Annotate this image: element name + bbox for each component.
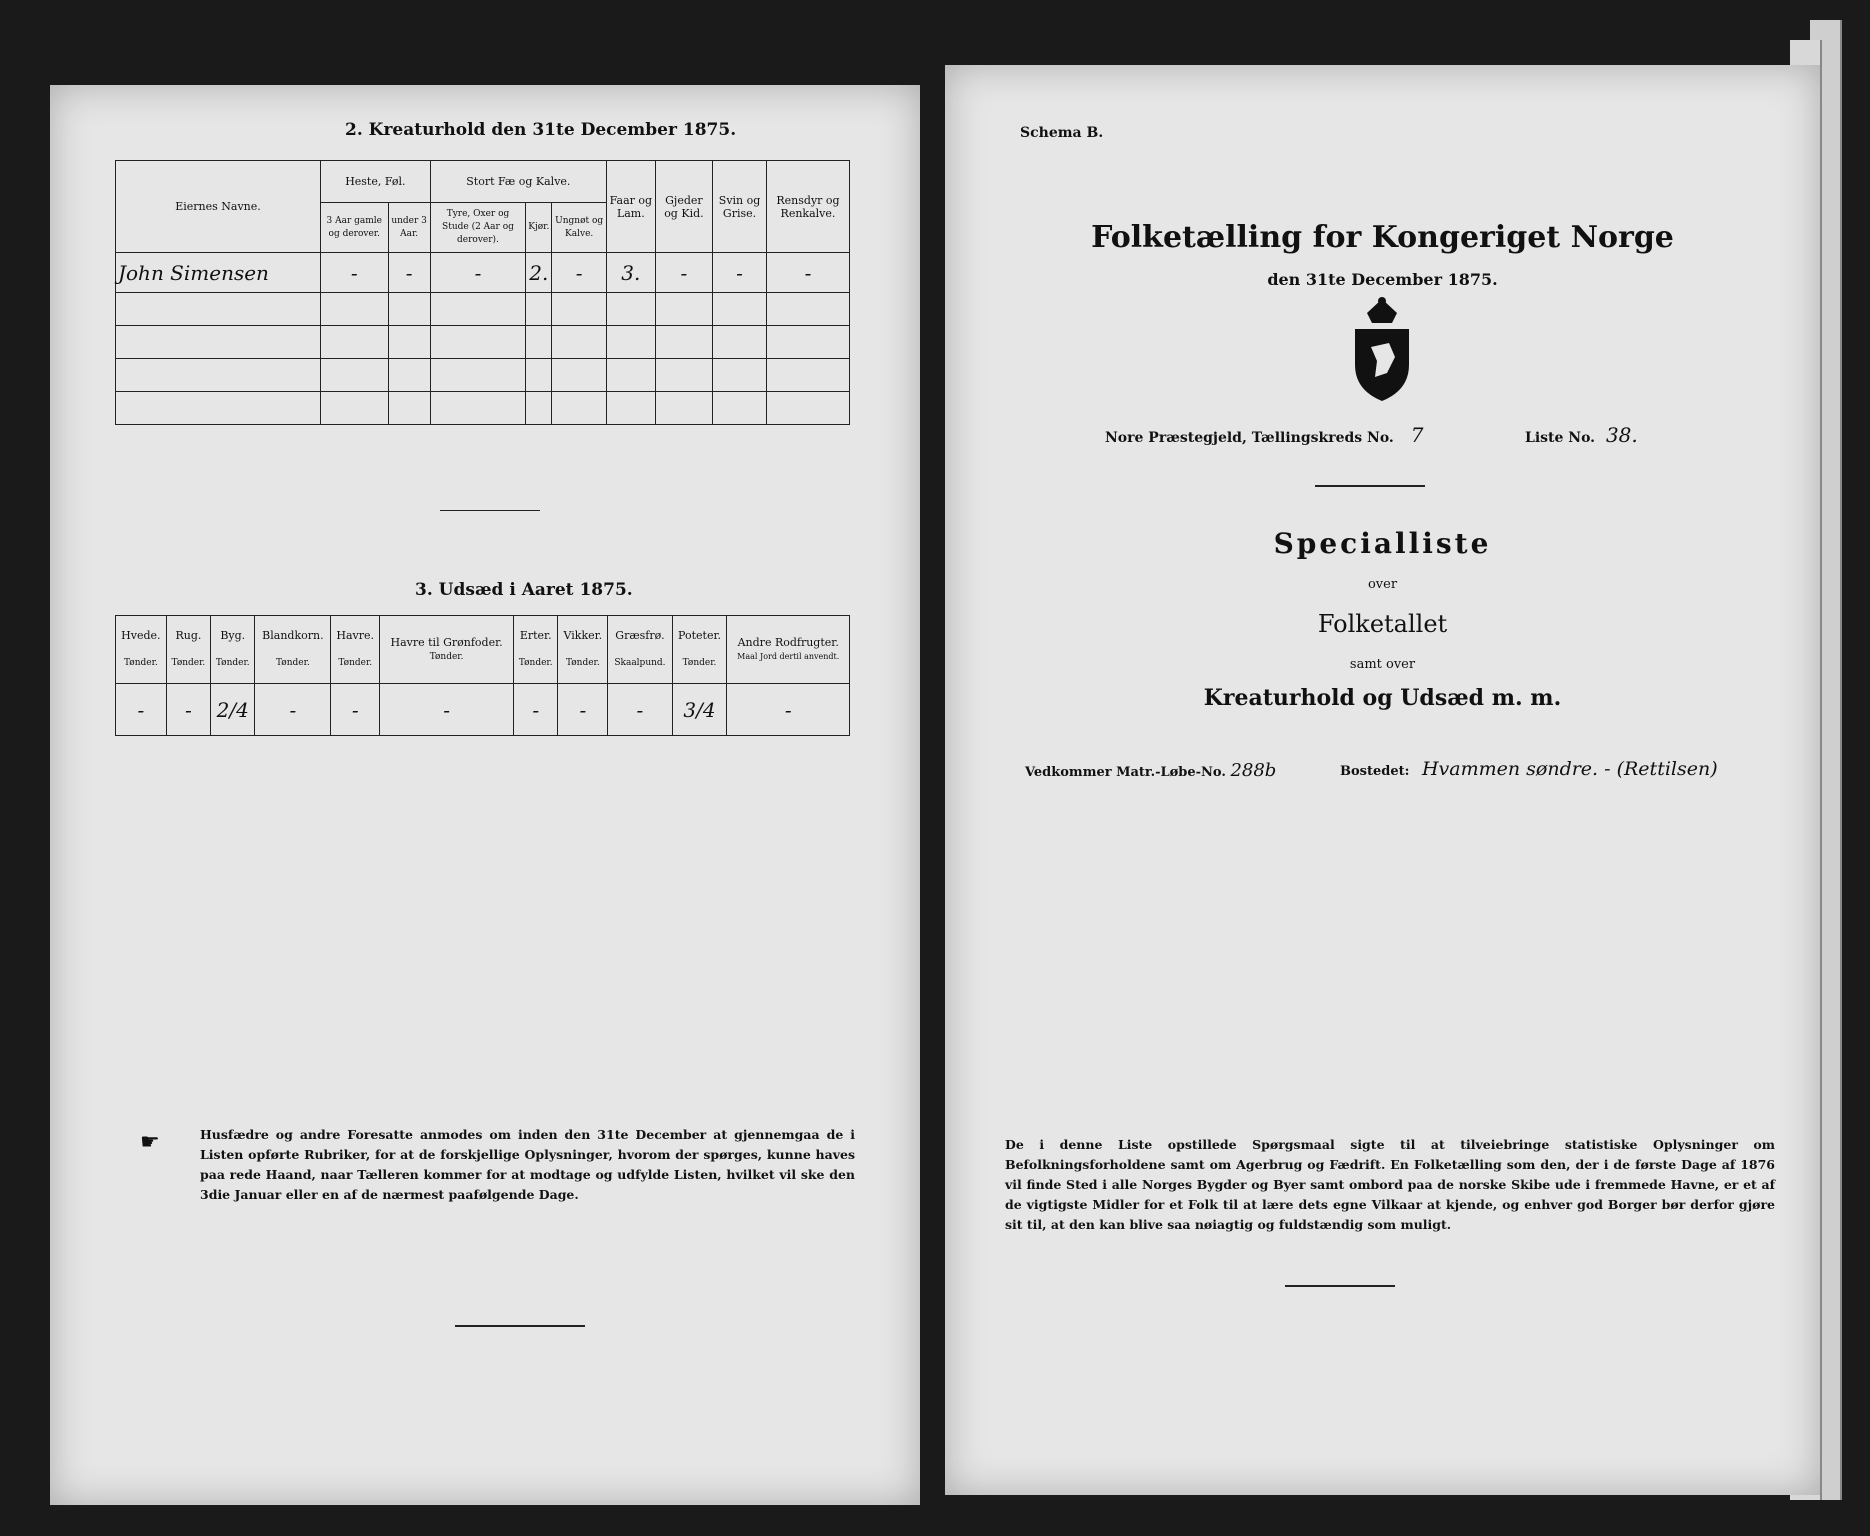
table-row	[116, 392, 850, 425]
cell: 3/4	[672, 684, 727, 736]
over-text: over	[1367, 577, 1398, 592]
cell: -	[321, 253, 389, 293]
cell: -	[116, 684, 167, 736]
col-blandkorn: Blandkorn. Tønder.	[255, 616, 331, 684]
district-label: Nore Præstegjeld, Tællingskreds No.	[1105, 430, 1394, 446]
group-cattle: Stort Fæ og Kalve.	[430, 161, 606, 203]
district-number: 7	[1410, 423, 1424, 447]
list-number: 38.	[1605, 423, 1638, 447]
cell: -	[608, 684, 672, 736]
cell: -	[166, 684, 210, 736]
samt-over-text: samt over	[1349, 657, 1416, 672]
col-rug: Rug. Tønder.	[166, 616, 210, 684]
table-row	[116, 326, 850, 359]
sowing-table	[115, 615, 850, 736]
divider	[455, 1325, 585, 1327]
list-label: Liste No.	[1525, 430, 1596, 446]
divider	[1285, 1285, 1395, 1287]
col-hvede: Hvede. Tønder.	[116, 616, 167, 684]
col-havre: Havre. Tønder.	[331, 616, 380, 684]
owner-name: John Simensen	[116, 253, 321, 293]
cell: -	[713, 253, 767, 293]
cell: 2/4	[211, 684, 255, 736]
col-andre-rodfrugter: Andre Rodfrugter. Maal Jord dertil anvendt.	[727, 616, 850, 684]
matr-label: Vedkommer Matr.-Løbe-No.	[1025, 765, 1226, 780]
col-pigs: Svin og Grise.	[713, 161, 767, 253]
cell: -	[558, 684, 608, 736]
col-graesfro: Græsfrø. Skaalpund.	[608, 616, 672, 684]
district-line	[1105, 423, 1423, 447]
cell: -	[331, 684, 380, 736]
col-reindeer: Rensdyr og Renkalve.	[766, 161, 849, 253]
folketallet-heading: Folketallet	[1317, 610, 1448, 638]
bosted-label: Bostedet:	[1340, 764, 1410, 779]
main-title: Folketælling for Kongeriget Norge	[1091, 220, 1674, 255]
left-page	[50, 85, 920, 1505]
col-poteter: Poteter. Tønder.	[672, 616, 727, 684]
cell: -	[380, 684, 514, 736]
col-vikker: Vikker. Tønder.	[558, 616, 608, 684]
cell: 3.	[606, 253, 655, 293]
matr-line	[1025, 760, 1276, 781]
col-erter: Erter. Tønder.	[514, 616, 558, 684]
bosted-line	[1340, 758, 1718, 780]
cell: -	[766, 253, 849, 293]
divider	[440, 510, 540, 511]
kreaturhold-heading: Kreaturhold og Udsæd m. m.	[1203, 685, 1562, 711]
cell: -	[430, 253, 526, 293]
census-date: den 31te December 1875.	[1267, 270, 1498, 289]
livestock-table	[115, 160, 850, 425]
matr-number: 288b	[1230, 760, 1277, 781]
specialliste-heading: Specialliste	[1273, 527, 1492, 560]
cell: -	[727, 684, 850, 736]
col-young-cattle: Ungnøt og Kalve.	[552, 203, 607, 253]
section3-title: 3. Udsæd i Aaret 1875.	[415, 580, 633, 600]
col-cows: Kjør.	[526, 203, 552, 253]
cell: -	[655, 253, 712, 293]
col-sheep: Faar og Lam.	[606, 161, 655, 253]
table-row	[116, 684, 850, 736]
col-horses-old: 3 Aar gamle og derover.	[321, 203, 389, 253]
col-horses-young: under 3 Aar.	[388, 203, 430, 253]
cell: -	[552, 253, 607, 293]
table-row	[116, 359, 850, 392]
bosted-value: Hvammen søndre. - (Rettilsen)	[1421, 758, 1718, 780]
col-goats: Gjeder og Kid.	[655, 161, 712, 253]
cell: -	[255, 684, 331, 736]
owner-header: Eiernes Navne.	[116, 161, 321, 253]
instructions-note: Husfædre og andre Foresatte anmodes om inden den 31te December at gjennemgaa de i Listen opførte Rubriker, for at de forskjellige Oplysninger, hvorom der spørges, kunne haves paa rede Haand, naar Tælleren kommer for at modtage og udfylde Listen, hvilket vil ske den 3die Januar eller en af de nærmest paafølgende Dage.	[200, 1127, 855, 1202]
divider	[1315, 485, 1425, 487]
purpose-note: De i denne Liste opstillede Spørgsmaal sigte til at tilveiebringe statistiske Oplysninger om Befolkningsforholdene samt om Agerbrug og Fædrift. En Folketælling som den, der i de første Dage af 1876 vil finde Sted i alle Norges Bygder og Byer samt ombord paa de norske Skibe ude i fremmede Havne, er et af de vigtigste Midler for et Folk til at lære dets egne Vilkaar at kjende, og enhver god Borger bør derfor gjøre sit til, at den kan blive saa nøiagtig og fuldstændig som muligt.	[1005, 1137, 1775, 1232]
cell: -	[388, 253, 430, 293]
col-bulls: Tyre, Oxer og Stude (2 Aar og derover).	[430, 203, 526, 253]
schema-label: Schema B.	[1020, 125, 1104, 141]
section2-title: 2. Kreaturhold den 31te December 1875.	[345, 120, 737, 140]
col-byg: Byg. Tønder.	[211, 616, 255, 684]
coat-of-arms-icon	[1337, 295, 1427, 405]
right-page	[945, 65, 1820, 1495]
col-havre-gronfoder: Havre til Grønfoder. Tønder.	[380, 616, 514, 684]
table-row	[116, 253, 850, 293]
group-horses: Heste, Føl.	[321, 161, 431, 203]
pointing-hand-icon: ☛	[140, 1130, 160, 1155]
cell: -	[514, 684, 558, 736]
cell: 2.	[526, 253, 552, 293]
list-line	[1525, 423, 1638, 447]
table-row	[116, 293, 850, 326]
